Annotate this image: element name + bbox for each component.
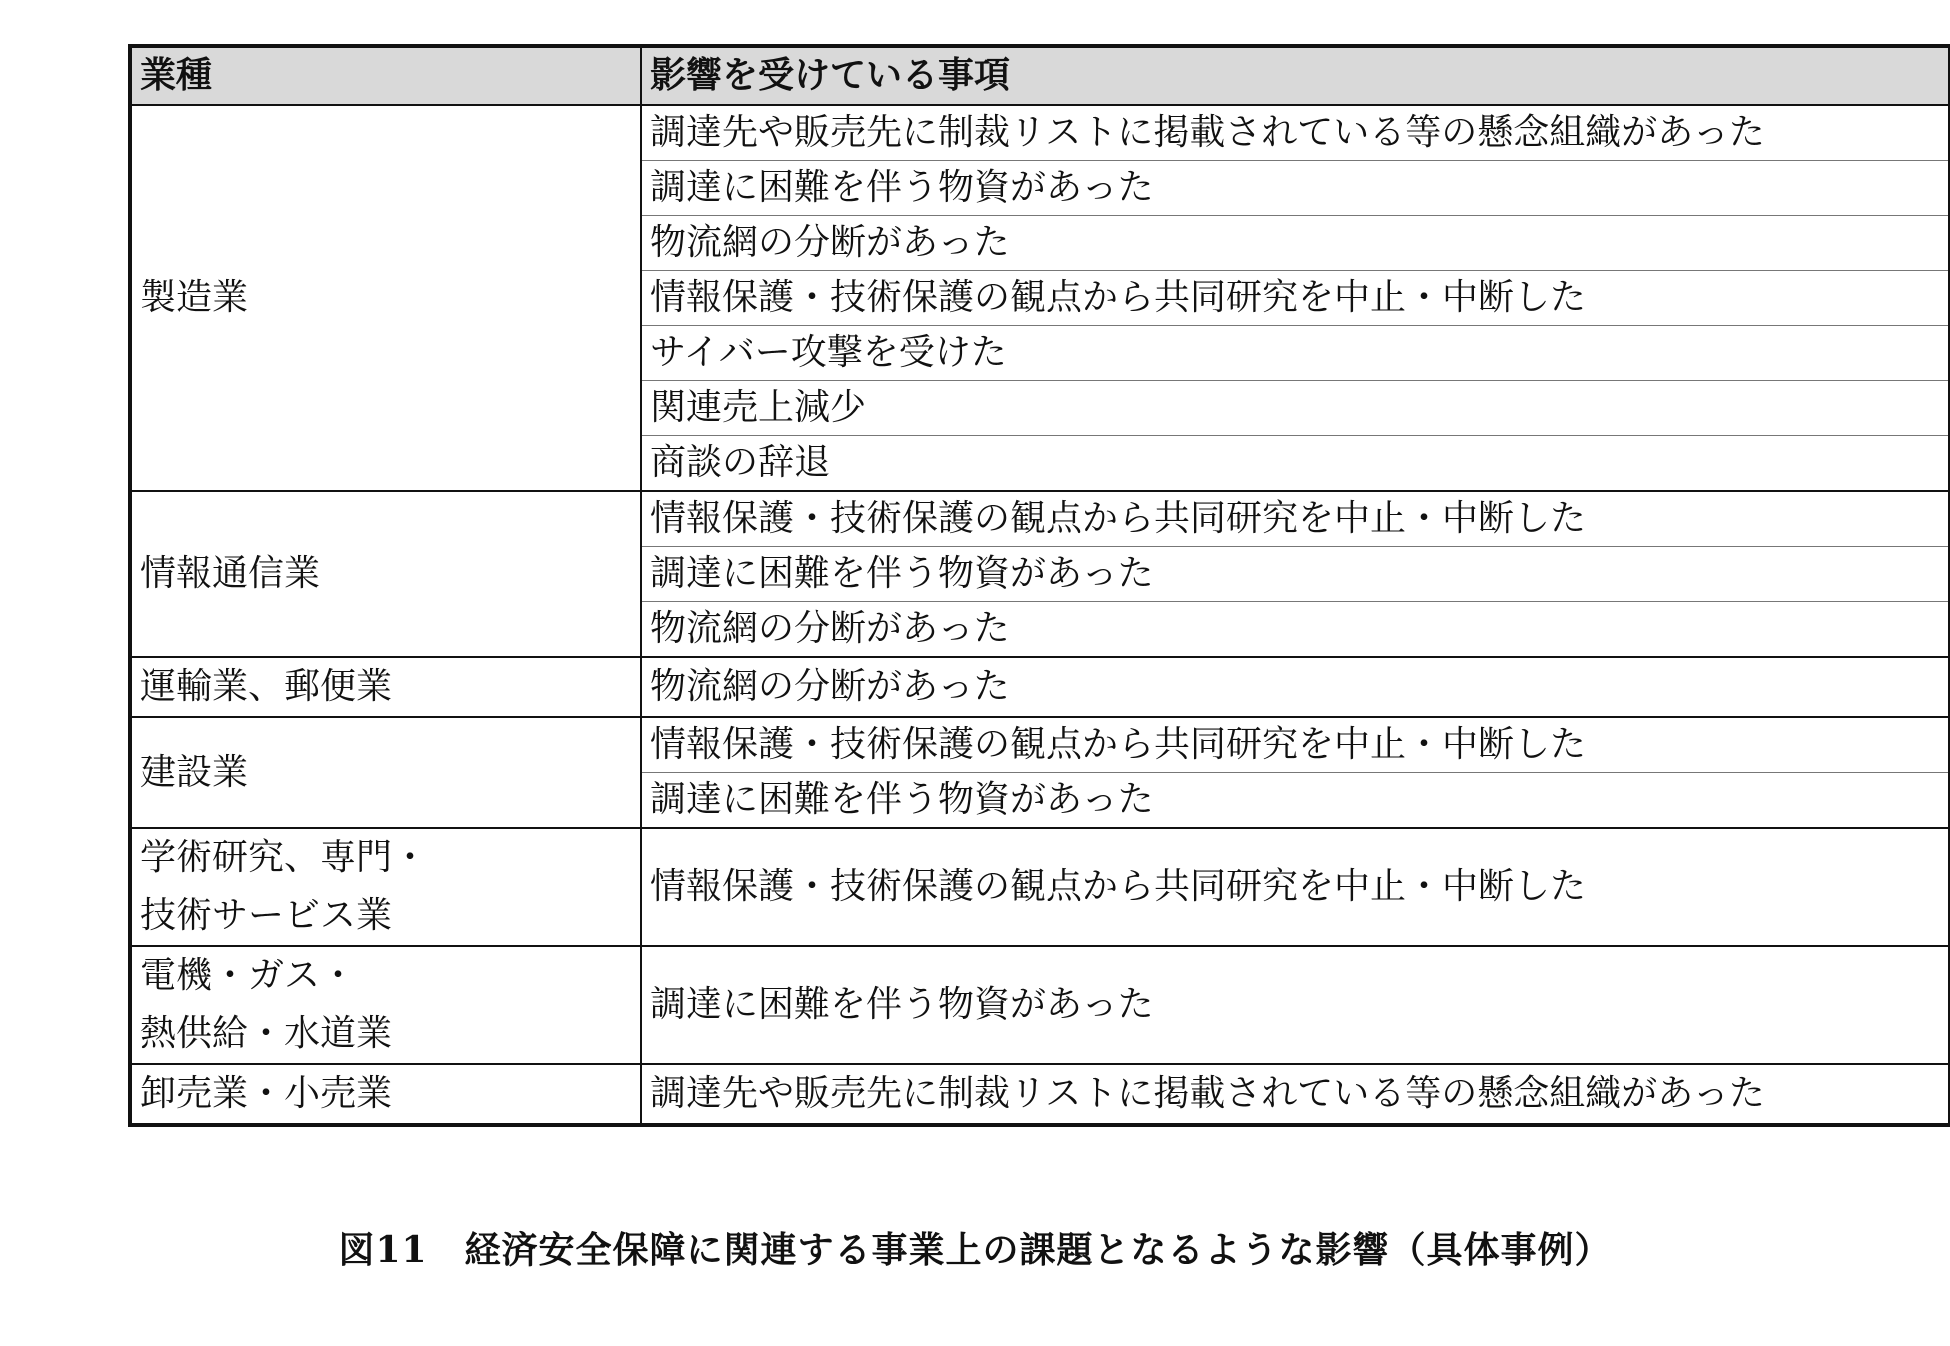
figure-caption: 図11 経済安全保障に関連する事業上の課題となるような影響（具体事例） xyxy=(338,1229,1612,1271)
table-row xyxy=(130,491,1950,547)
header-impact: 影響を受けている事項 xyxy=(641,46,1950,105)
industry-cell xyxy=(130,657,641,717)
industry-label: 建設業 xyxy=(140,751,249,793)
table-row xyxy=(130,1064,1950,1125)
industry-label: 学術研究、専門・ xyxy=(140,837,429,878)
impact-cell: 物流網の分断があった xyxy=(641,216,1950,271)
industry-label: 運輸業、郵便業 xyxy=(140,666,393,707)
impact-cell: 物流網の分断があった xyxy=(641,657,1950,717)
impact-table-container xyxy=(128,44,1948,1127)
impact-cell: 調達先や販売先に制裁リストに掲載されている等の懸念組織があった xyxy=(641,1064,1950,1125)
impact-cell: 情報保護・技術保護の観点から共同研究を中止・中断した xyxy=(641,271,1950,326)
table-row xyxy=(130,828,1950,946)
impact-cell: 情報保護・技術保護の観点から共同研究を中止・中断した xyxy=(641,491,1950,547)
industry-label: 技術サービス業 xyxy=(140,895,393,936)
industry-cell xyxy=(130,105,641,491)
impact-cell: 物流網の分断があった xyxy=(641,602,1950,658)
industry-cell xyxy=(130,491,641,657)
impact-cell: 調達に困難を伴う物資があった xyxy=(641,946,1950,1064)
impact-cell: 調達に困難を伴う物資があった xyxy=(641,161,1950,216)
table-body xyxy=(130,105,1950,1125)
industry-label: 製造業 xyxy=(140,277,249,318)
impact-cell: 商談の辞退 xyxy=(641,436,1950,492)
industry-label: 電機・ガス・ xyxy=(140,955,357,996)
table-row xyxy=(130,105,1950,161)
header-industry: 業種 xyxy=(130,46,641,105)
impact-table xyxy=(128,44,1950,1127)
industry-label: 情報通信業 xyxy=(140,553,321,594)
impact-cell: 関連売上減少 xyxy=(641,381,1950,436)
table-row xyxy=(130,657,1950,717)
impact-cell: 情報保護・技術保護の観点から共同研究を中止・中断した xyxy=(641,717,1950,773)
impact-cell: 調達先や販売先に制裁リストに掲載されている等の懸念組織があった xyxy=(641,105,1950,161)
table-row xyxy=(130,717,1950,773)
impact-cell: 情報保護・技術保護の観点から共同研究を中止・中断した xyxy=(641,828,1950,946)
industry-cell xyxy=(130,717,641,828)
industry-label: 卸売業・小売業 xyxy=(140,1073,393,1114)
impact-cell: サイバー攻撃を受けた xyxy=(641,326,1950,381)
industry-cell xyxy=(130,1064,641,1125)
impact-cell: 調達に困難を伴う物資があった xyxy=(641,547,1950,602)
header-row xyxy=(130,46,1950,105)
table-row xyxy=(130,946,1950,1064)
industry-cell xyxy=(130,828,641,946)
industry-label: 熱供給・水道業 xyxy=(140,1013,393,1054)
impact-cell: 調達に困難を伴う物資があった xyxy=(641,773,1950,829)
industry-cell xyxy=(130,946,641,1064)
